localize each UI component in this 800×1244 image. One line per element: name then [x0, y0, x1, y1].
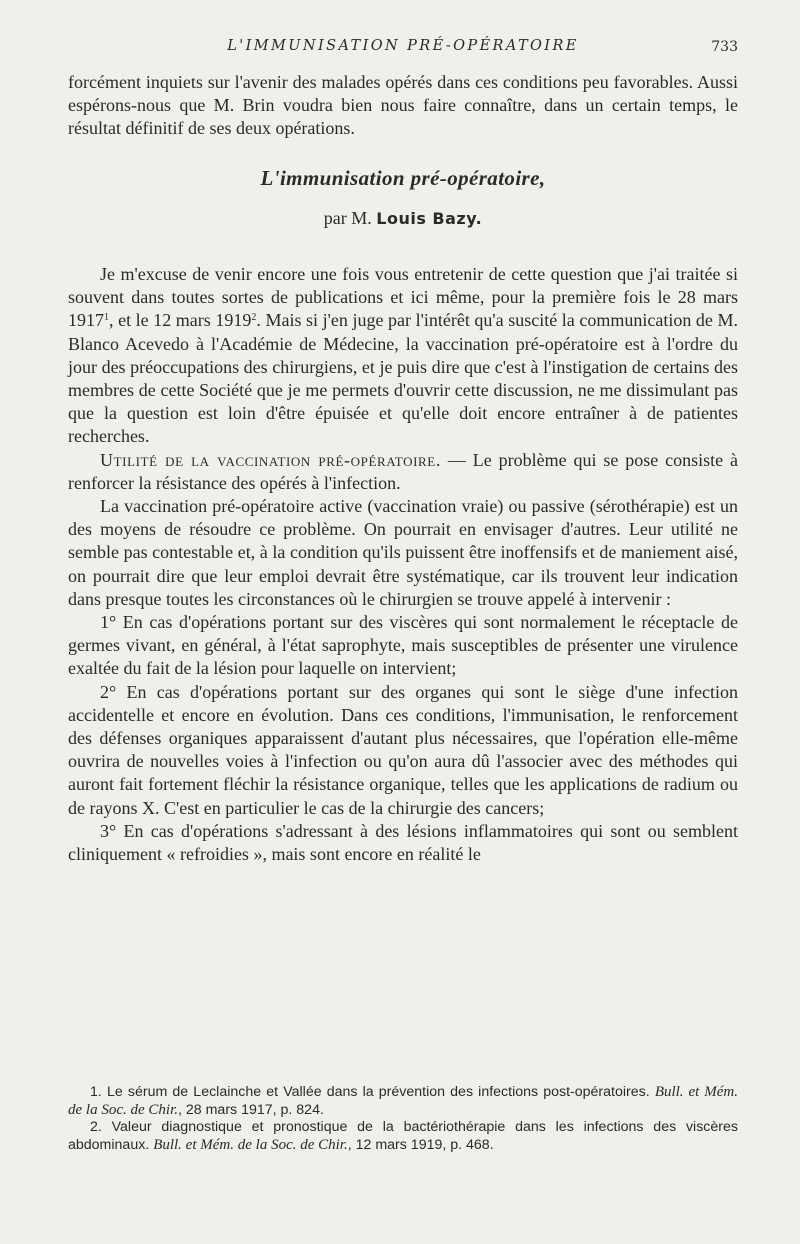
byline	[68, 207, 738, 230]
paragraph-1-part-c: . Mais si j'en juge par l'intérêt qu'a suscité la communication de M. Blanco Acevedo à l'Académie de Médecine, la vaccination pré-opératoire est à l'ordre du jour des préoccupations des chirurgiens, et je puis dire que c'est à l'instigation de certains des membres de cette Société que je me permets d'ouvrir cette discussion, ne me dissimulant pas que la question est loin d'être épuisée et qu'elle doit encore entraîner à de patientes recherches.	[68, 310, 738, 447]
article-title: L'immunisation pré-opératoire,	[260, 165, 546, 190]
paragraph-3: La vaccination pré-opératoire active (vaccination vraie) ou passive (sérothérapie) est un des moyens de résoudre ce problème. On pourrait en envisager d'autres. Leur utilité ne semble pas contestable et, à la condition qu'ils puissent être inoffensifs et de maniement aisé, on pourrait dire que leur emploi devrait être systématique, car ils trouvent leur indication dans presque toutes les circonstances où le chirurgien se trouve appelé à intervenir :	[68, 496, 738, 609]
footnote-1-text: 1. Le sérum de Leclainche et Vallée dans la prévention des infections post-opératoires.	[90, 1084, 655, 1100]
footnote-2	[68, 1119, 738, 1154]
footnote-1-journal: Bull. et Mém. de la Soc. de Chir.	[68, 1084, 738, 1118]
intro-paragraph: forcément inquiets sur l'avenir des malades opérés dans ces conditions peu favorables. Aussi espérons-nous que M. Brin voudra bien nous faire connaître, dans un certain temps, le résultat définitif de ses deux opérations.	[68, 72, 738, 139]
body-text	[68, 71, 738, 866]
footnotes	[68, 1084, 738, 1154]
paragraph-1	[68, 263, 738, 449]
running-title: L'IMMUNISATION PRÉ-OPÉRATOIRE	[227, 38, 579, 54]
paragraph-2-text: — Le problème qui se pose consiste à renforcer la résistance des opérés à l'infection.	[68, 449, 738, 493]
paragraph-4: 1° En cas d'opérations portant sur des viscères qui sont normalement le réceptacle de germes vivant, en général, à l'état saprophyte, mais susceptibles de présenter une virulence exaltée du fait de la lésion pour laquelle on intervient;	[68, 612, 738, 679]
footnote-2-text: 2. Valeur diagnostique et pronostique de la bactériothérapie dans les infections des viscères abdominaux.	[68, 1119, 738, 1153]
footnote-ref-2: 2	[251, 312, 257, 324]
footnote-2-ref: , 12 mars 1919, p. 468.	[347, 1136, 494, 1153]
byline-prefix: par M.	[323, 207, 372, 228]
paragraph-6: 3° En cas d'opérations s'adressant à des lésions inflammatoires qui sont ou semblent cliniquement « refroidies », mais sont encore en réalité le	[68, 820, 738, 865]
paragraph-1-part-a: Je m'excuse de venir encore une fois vous entretenir de cette question que j'ai traitée si souvent dans toutes sortes de publications et ici même, pour la première fois le 28 mars 1917	[68, 264, 738, 331]
footnote-1	[68, 1084, 738, 1119]
paragraph-5: 2° En cas d'opérations portant sur des organes qui sont le siège d'une infection accidentelle et encore en évolution. Dans ces conditions, l'immunisation, le renforcement des défenses organiques apparaissent d'autant plus nécessaires, que l'opération elle-même ouvrira de nouvelles voies à l'infection ou qu'on aura dû l'associer avec des méthodes qui auront fait fortement fléchir la résistance organique, telles que les applications de radium ou de rayons X. C'est en particulier le cas de la chirurgie des cancers;	[68, 681, 738, 818]
footnote-1-ref: , 28 mars 1917, p. 824.	[178, 1101, 324, 1118]
page-number: 733	[711, 39, 738, 55]
paragraph-1-part-b: , et le 12 mars 1919	[109, 310, 252, 331]
running-head	[68, 38, 738, 60]
footnote-2-journal: Bull. et Mém. de la Soc. de Chir.	[153, 1136, 348, 1153]
author-name: Louis Bazy.	[376, 208, 483, 228]
footnote-ref-1: 1	[104, 312, 109, 324]
section-heading: Utilité de la vaccination pré-opératoire.	[100, 449, 441, 470]
paragraph-2	[68, 449, 738, 495]
